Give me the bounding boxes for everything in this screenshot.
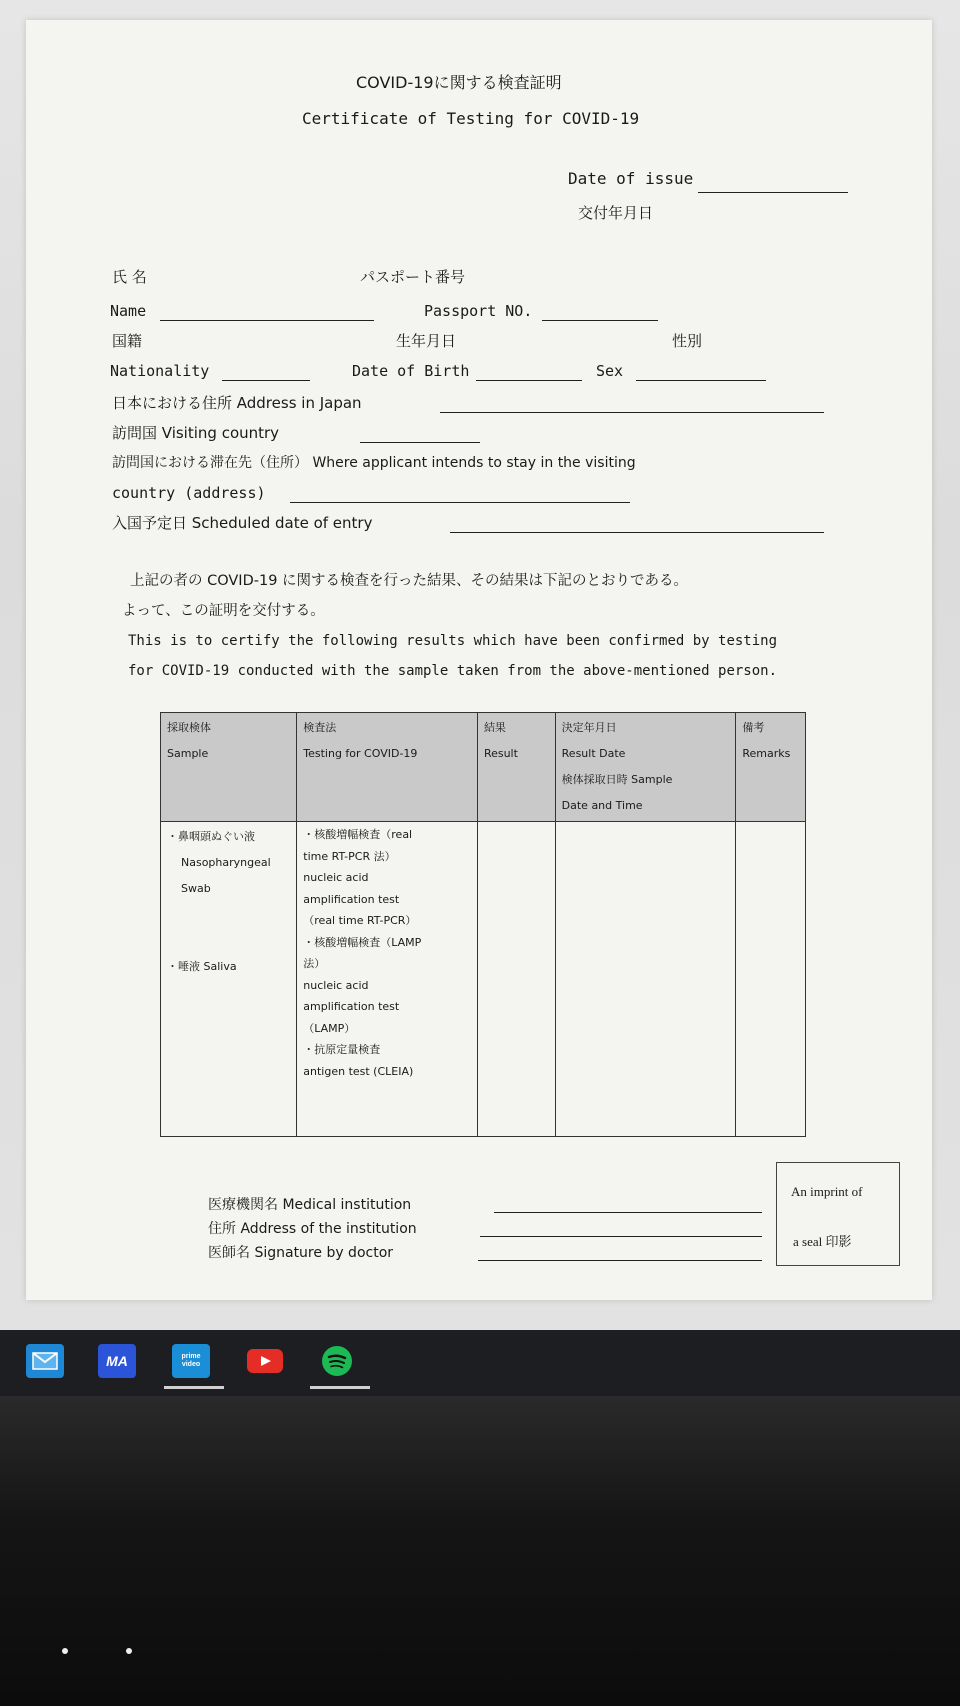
youtube-icon[interactable] [246,1344,284,1378]
institution-line [494,1212,762,1213]
active-app-indicator-prime [164,1386,224,1389]
sex-label-jp: 性別 [672,332,703,350]
stay-address-label: 訪問国における滞在先（住所） Where applicant intends to stay in the visiting [112,455,636,471]
dob-label: Date of Birth [352,362,470,380]
header-testing: 検査法 Testing for COVID-19 [297,713,478,822]
entry-date-label: 入国予定日 Scheduled date of entry [112,514,373,532]
spotify-icon[interactable] [318,1344,356,1378]
seal-text-2: a seal 印影 [793,1234,852,1249]
passport-label-jp: パスポート番号 [360,268,466,286]
sex-field-line [636,380,766,381]
doctor-signature-line [478,1260,762,1261]
title-english: Certificate of Testing for COVID-19 [302,109,640,128]
date-of-issue-line [698,192,848,193]
statement-en-1: This is to certify the following results which have been confirmed by testing [128,633,778,649]
dob-field-line [476,380,582,381]
document-page [26,20,932,1300]
name-label-jp: 氏 名 [112,268,147,286]
entry-date-line [450,532,824,533]
passport-field-line [542,320,658,321]
header-result-date: 決定年月日 Result Date 検体採取日時 Sample Date and Time [555,713,736,822]
nationality-label: Nationality [110,362,210,380]
testing-cell: ・核酸増幅検査（real time RT-PCR 法） nucleic acid amplification test （real time RT-PCR） ・核酸増幅検査（LAMP 法） nucleic acid amplification test （LAMP） ・抗原定量検査 antigen test (CLEIA) [297,822,478,1137]
prime-video-icon[interactable]: prime video [172,1344,210,1378]
monitor-bezel [0,1396,960,1706]
title-japanese: COVID-19に関する検査証明 [356,73,562,92]
app-ma-icon[interactable]: MA [98,1344,136,1378]
address-japan-label: 日本における住所 Address in Japan [112,394,362,412]
statement-en-2: for COVID-19 conducted with the sample taken from the above-mentioned person. [128,663,778,679]
visiting-country-label: 訪問国 Visiting country [112,424,280,442]
result-date-cell [555,822,736,1137]
name-field-line [160,320,374,321]
nationality-field-line [222,380,310,381]
institution-label: 医療機関名 Medical institution [208,1197,412,1213]
indicator-light-2 [126,1648,132,1654]
institution-address-line [480,1236,762,1237]
seal-text-1: An imprint of [791,1184,863,1199]
passport-label: Passport NO. [424,302,533,320]
name-label: Name [110,302,147,320]
dob-label-jp: 生年月日 [396,332,457,350]
sex-label: Sex [596,362,624,380]
header-sample: 採取検体 Sample [161,713,297,822]
result-cell [477,822,555,1137]
header-remarks: 備考 Remarks [736,713,806,822]
remarks-cell [736,822,806,1137]
statement-jp-1: 上記の者の COVID-19 に関する検査を行った結果、その結果は下記のとおりである。 [130,573,689,589]
sample-cell: ・鼻咽頭ぬぐい液 Nasopharyngeal Swab ・唾液 Saliva [161,822,297,1137]
taskbar [0,1330,960,1396]
date-of-issue-jp: 交付年月日 [578,204,654,222]
doctor-signature-label: 医師名 Signature by doctor [208,1245,394,1261]
date-of-issue-label: Date of issue [568,169,694,188]
statement-jp-2: よって、この証明を交付する。 [122,603,325,619]
header-result: 結果 Result [477,713,555,822]
institution-address-label: 住所 Address of the institution [208,1221,417,1237]
stay-address-line [290,502,630,503]
results-table [160,712,806,1137]
stay-address-label-2: country (address) [112,484,266,502]
seal-box [776,1162,900,1266]
nationality-label-jp: 国籍 [112,332,143,350]
indicator-light-1 [62,1648,68,1654]
mail-icon[interactable] [26,1344,64,1378]
visiting-country-line [360,442,480,443]
address-japan-line [440,412,824,413]
table-header-row [161,713,806,822]
table-row [161,822,806,1137]
active-app-indicator-spotify [310,1386,370,1389]
